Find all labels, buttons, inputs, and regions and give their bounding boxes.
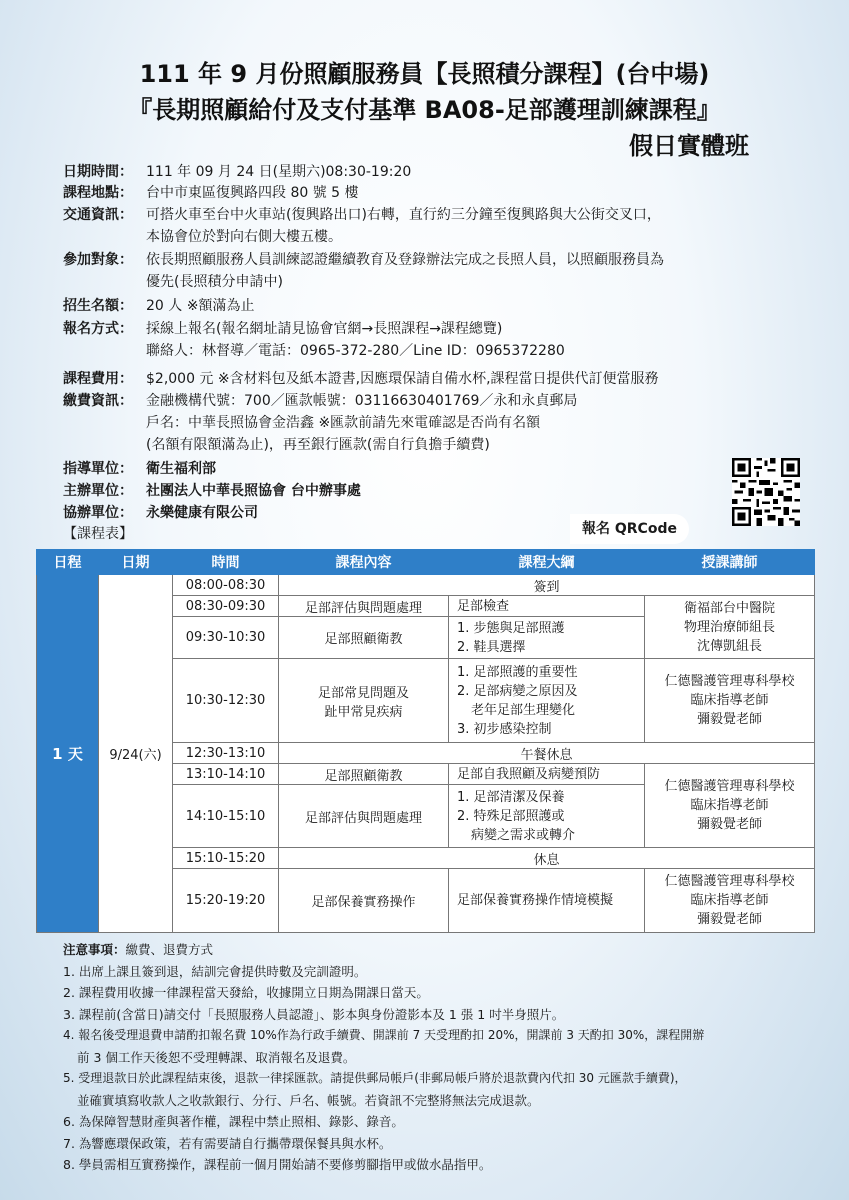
instructor-line: 臨床指導老師 [690, 893, 769, 908]
info-pay-label: 繳費資訊： [63, 393, 133, 409]
time-cell: 15:10-15:20 [173, 848, 279, 869]
info-signup-label: 報名方式： [63, 321, 133, 337]
content-cell: 足部保養實務操作 [279, 869, 449, 933]
date-cell: 9/24(六) [99, 575, 173, 933]
instructor-line: 彌毅覺老師 [696, 817, 762, 832]
info-co-value: 永樂健康有限公司 [146, 505, 258, 521]
info-quota-label: 招生名額： [63, 298, 133, 314]
notes-title: 注意事項： [63, 942, 126, 957]
time-cell: 08:00-08:30 [173, 575, 279, 596]
info-pay-value-1: 金融機構代號：700／匯款帳號：03116630401769／永和永貞郵局 [146, 393, 578, 409]
info-place-label: 課程地點： [63, 185, 133, 201]
note-item: 2. 課程費用收據一律課程當天發給，收據開立日期為開課日當天。 [63, 985, 429, 1000]
info-guide-value: 衛生福利部 [146, 461, 216, 477]
info-traffic-label: 交通資訊： [63, 207, 133, 223]
instructor-line: 臨床指導老師 [690, 693, 769, 708]
info-target-value-1: 依長期照顧服務人員訓練認證繼續教育及登錄辦法完成之長照人員，以照顧服務員為 [146, 252, 664, 268]
info-date [63, 162, 412, 182]
time-cell: 10:30-12:30 [173, 659, 279, 743]
header-time: 時間 [173, 550, 279, 575]
time-cell: 13:10-14:10 [173, 764, 279, 785]
qr-code-label: 報名 QRCode [570, 514, 689, 544]
note-item: 前 3 個工作天後恕不受理轉課、取消報名及退費。 [77, 1049, 356, 1065]
instructor-cell [645, 869, 815, 933]
instructor-line: 物理治療師組長 [683, 619, 775, 635]
table-row [37, 575, 815, 596]
outline-line: 3. 初步感染控制 [457, 721, 552, 737]
notes-title-rest: 繳費、退費方式 [125, 942, 214, 957]
info-target-value-2: 優先(長照積分申請中) [146, 274, 283, 290]
day-cell: 1 天 [37, 575, 99, 933]
instructor-line: 仁德醫護管理專科學校 [664, 779, 795, 794]
notes-heading [63, 939, 803, 961]
info-quota [63, 296, 255, 316]
info-fee-label: 課程費用： [63, 371, 133, 387]
notes-section [63, 939, 803, 1176]
outline-line: 病變之需求或轉介 [471, 827, 576, 843]
info-place [63, 183, 359, 203]
header-outline: 課程大綱 [449, 550, 645, 575]
header-content: 課程內容 [279, 550, 449, 575]
time-cell: 14:10-15:10 [173, 785, 279, 848]
info-signup [63, 319, 565, 359]
info-signup-value-1: 採線上報名(報名網址請見協會官網→長照課程→課程總覽) [146, 321, 503, 337]
content-cell [279, 659, 449, 743]
time-cell: 12:30-13:10 [173, 743, 279, 764]
note-item: 並確實填寫收款人之收款銀行、分行、戶名、帳號。若資訊不完整將無法完成退款。 [77, 1092, 540, 1108]
instructor-line: 仁德醫護管理專科學校 [664, 674, 795, 689]
note-item: 3. 課程前(含當日)請交付「長照服務人員認證」、影本與身份證影本及 1 張 1 吋半身照片。 [63, 1006, 565, 1022]
outline-line: 1. 足部照護的重要性 [457, 664, 578, 680]
info-traffic-value-2: 本協會位於對向右側大樓五樓。 [146, 229, 342, 245]
note-item: 8. 學員需相互實務操作，課程前一個月開始請不要修剪腳指甲或做水晶指甲。 [63, 1157, 492, 1172]
note-item: 5. 受理退款日於此課程結束後，退款一律採匯款。請提供郵局帳戶(非郵局帳戶將於退款費內代扣 30 元匯款手續費)， [63, 1071, 687, 1085]
info-pay [63, 391, 578, 453]
outline-cell [449, 617, 645, 659]
outline-cell: 足部自我照顧及病變預防 [449, 764, 645, 785]
info-target-label: 參加對象： [63, 252, 133, 268]
time-cell: 15:20-19:20 [173, 869, 279, 933]
outline-line: 1. 步態與足部照護 [457, 620, 565, 636]
instructor-cell [645, 764, 815, 848]
info-target [63, 250, 664, 290]
table-header-row [37, 550, 815, 575]
title-line-3: 假日實體班 [629, 132, 749, 160]
info-fee-value: $2,000 元 ※含材料包及紙本證書,因應環保請自備水杯,課程當日提供代訂便當服務 [146, 371, 659, 387]
content-cell: 足部評估與問題處理 [279, 785, 449, 848]
span-cell: 休息 [279, 848, 815, 869]
info-host-value: 社團法人中華長照協會 台中辦事處 [146, 483, 361, 499]
outline-line: 2. 鞋具選擇 [457, 639, 526, 655]
instructor-line: 仁德醫護管理專科學校 [664, 874, 795, 889]
info-pay-value-2: 戶名：中華長照協會金浩鑫 ※匯款前請先來電確認是否尚有名額 [146, 415, 541, 431]
info-host-label: 主辦單位： [63, 483, 133, 499]
info-guide-label: 指導單位： [63, 461, 133, 477]
info-quota-value: 20 人 ※額滿為止 [146, 298, 255, 314]
note-item: 7. 為響應環保政策，若有需要請自行攜帶環保餐具與水杯。 [63, 1135, 392, 1151]
outline-cell [449, 785, 645, 848]
outline-cell: 足部檢查 [449, 596, 645, 617]
outline-cell: 足部保養實務操作情境模擬 [449, 869, 645, 933]
span-cell: 簽到 [279, 575, 815, 596]
span-cell: 午餐休息 [279, 743, 815, 764]
table-caption: 【課程表】 [63, 526, 133, 542]
instructor-cell [645, 596, 815, 659]
instructor-line: 彌毅覺老師 [696, 712, 762, 727]
info-traffic-value-1: 可搭火車至台中火車站(復興路出口)右轉，直行約三分鐘至復興路與大公街交叉口， [146, 207, 661, 223]
info-traffic [63, 205, 661, 245]
instructor-line: 沈傳凱組長 [696, 638, 762, 654]
header-day: 日程 [37, 550, 99, 575]
info-date-label: 日期時間： [63, 164, 133, 180]
content-line: 趾甲常見疾病 [324, 704, 403, 720]
content-cell: 足部照顧衛教 [279, 617, 449, 659]
header-date: 日期 [99, 550, 173, 575]
outline-line: 老年足部生理變化 [471, 702, 576, 718]
title-line-1: 111 年 9 月份照顧服務員【長照積分課程】(台中場) [139, 60, 710, 88]
note-item: 4. 報名後受理退費申請酌扣報名費 10%作為行政手續費、開課前 7 天受理酌扣 20%，開課前 3 天酌扣 30%，課程開辦 [63, 1028, 705, 1042]
header-instructor: 授課講師 [645, 550, 815, 575]
note-item: 6. 為保障智慧財產與著作權，課程中禁止照相、錄影、錄音。 [63, 1114, 404, 1129]
info-host [63, 481, 361, 501]
info-fee [63, 369, 659, 389]
info-date-value: 111 年 09 月 24 日(星期六)08:30-19:20 [146, 164, 412, 180]
instructor-cell [645, 659, 815, 743]
time-cell: 09:30-10:30 [173, 617, 279, 659]
time-cell: 08:30-09:30 [173, 596, 279, 617]
note-item: 1. 出席上課且簽到退，結訓完會提供時數及完訓證明。 [63, 963, 367, 979]
instructor-line: 臨床指導老師 [690, 798, 769, 813]
content-cell: 足部評估與問題處理 [279, 596, 449, 617]
info-guide [63, 459, 216, 479]
outline-line: 2. 特殊足部照護或 [457, 808, 565, 824]
info-co [63, 503, 258, 523]
qr-code-image[interactable] [732, 458, 800, 526]
title-line-2: 『長期照顧給付及支付基準 BA08-足部護理訓練課程』 [128, 96, 721, 124]
schedule-table [36, 549, 815, 933]
info-signup-value-2: 聯絡人：林督導／電話：0965-372-280／Line ID：0965372280 [146, 343, 565, 359]
content-line: 足部常見問題及 [317, 685, 409, 701]
outline-cell [449, 659, 645, 743]
outline-line: 2. 足部病變之原因及 [457, 683, 578, 699]
info-pay-value-3: (名額有限額滿為止)，再至銀行匯款(需自行負擔手續費) [146, 437, 490, 453]
info-co-label: 協辦單位： [63, 505, 133, 521]
outline-line: 1. 足部清潔及保養 [457, 789, 565, 805]
info-place-value: 台中市東區復興路四段 80 號 5 樓 [146, 185, 359, 201]
instructor-line: 衛福部台中醫院 [683, 600, 775, 616]
content-cell: 足部照顧衛教 [279, 764, 449, 785]
instructor-line: 彌毅覺老師 [696, 912, 762, 927]
